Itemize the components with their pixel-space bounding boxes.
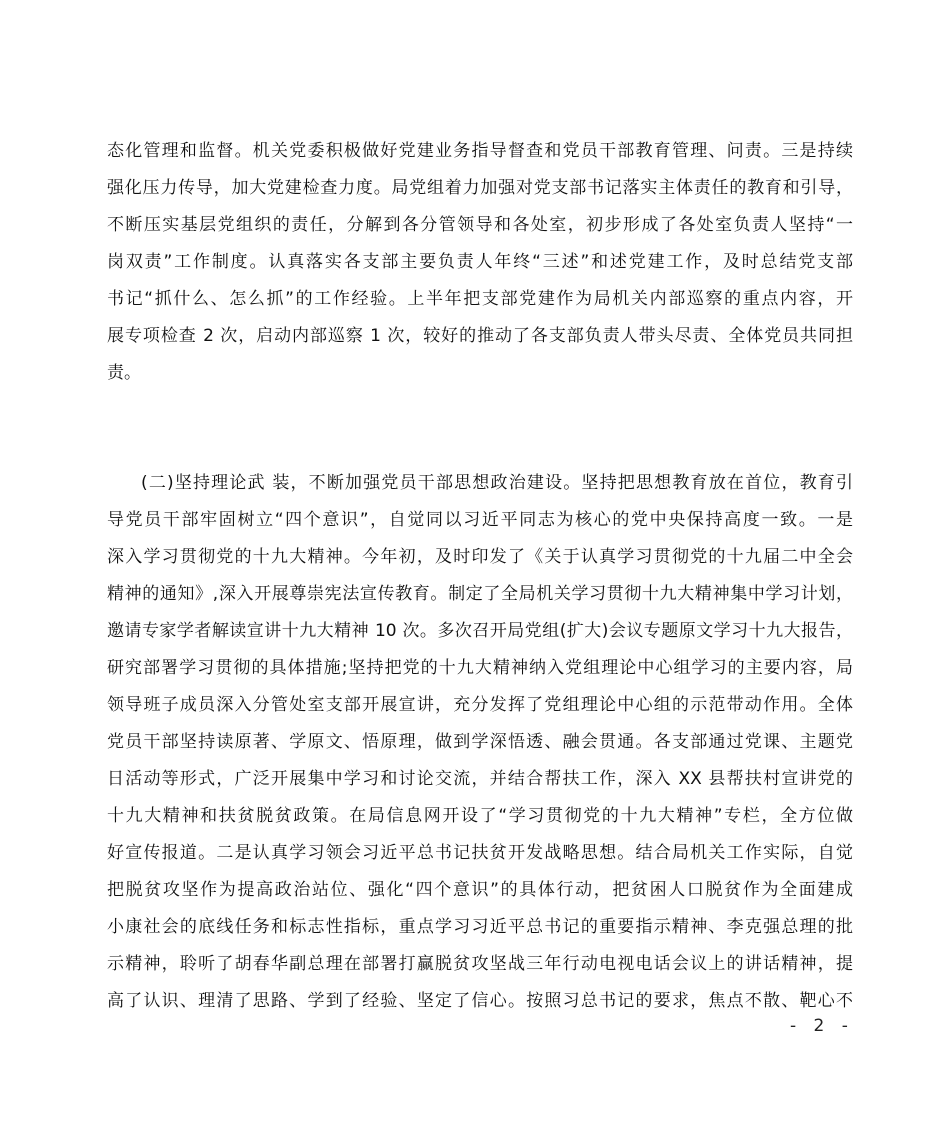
paragraph-theory-study xyxy=(107,465,853,1020)
paragraph-line: 把脱贫攻坚作为提高政治站位、强化“四个意识”的具体行动，把贫困人口脱贫作为全面建成 xyxy=(107,880,853,900)
paragraph-line: 展专项检查 2 次，启动内部巡察 1 次，较好的推动了各支部负责人带头尽责、全体党员共同担 xyxy=(107,326,853,346)
paragraph-line: 书记“抓什么、怎么抓”的工作经验。上半年把支部党建作为局机关内部巡察的重点内容，开 xyxy=(107,289,853,309)
paragraph-line: 党员干部坚持读原著、学原文、悟原理，做到学深悟透、融会贯通。各支部通过党课、主题党 xyxy=(107,732,853,752)
paragraph-line: 态化管理和监督。机关党委积极做好党建业务指导督查和党员干部教育管理、问责。三是持续 xyxy=(107,141,853,161)
paragraph-line: 好宣传报道。二是认真学习领会习近平总书记扶贫开发战略思想。结合局机关工作实际，自觉 xyxy=(107,843,853,863)
paragraph-line: 导党员干部牢固树立“四个意识”，自觉同以习近平同志为核心的党中央保持高度一致。一是 xyxy=(107,510,853,530)
paragraph-line: 强化压力传导，加大党建检查力度。局党组着力加强对党支部书记落实主体责任的教育和引导， xyxy=(107,178,853,198)
paragraph-line: 岗双责”工作制度。认真落实各支部主要负责人年终“三述”和述党建工作，及时总结党支部 xyxy=(107,252,853,272)
paragraph-line: 研究部署学习贯彻的具体措施;坚持把党的十九大精神纳入党组理论中心组学习的主要内容，局 xyxy=(107,658,853,678)
paragraph-line: 十九大精神和扶贫脱贫政策。在局信息网开设了“学习贯彻党的十九大精神”专栏，全方位做 xyxy=(107,806,853,826)
paragraph-first-line: (二)坚持理论武 装，不断加强党员干部思想政治建设。坚持把思想教育放在首位，教育引 xyxy=(141,473,853,493)
paragraph-line: 邀请专家学者解读宣讲十九大精神 10 次。多次召开局党组(扩大)会议专题原文学习十九大报告， xyxy=(107,621,853,641)
paragraph-line: 小康社会的底线任务和标志性指标，重点学习习近平总书记的重要指示精神、李克强总理的批 xyxy=(107,917,853,937)
page-number: - 2 - xyxy=(790,1016,854,1036)
paragraph-party-building-responsibility xyxy=(107,133,853,392)
paragraph-line: 日活动等形式，广泛开展集中学习和讨论交流，并结合帮扶工作，深入 XX 县帮扶村宣讲党的 xyxy=(107,769,853,789)
paragraph-line: 深入学习贯彻党的十九大精神。今年初，及时印发了《关于认真学习贯彻党的十九届二中全会 xyxy=(107,547,853,567)
paragraph-line: 示精神，聆听了胡春华副总理在部署打赢脱贫攻坚战三年行动电视电话会议上的讲话精神，提 xyxy=(107,954,853,974)
paragraph-line: 不断压实基层党组织的责任，分解到各分管领导和各处室，初步形成了各处室负责人坚持“一 xyxy=(107,215,853,235)
paragraph-line: 责。 xyxy=(107,363,141,383)
paragraph-line: 领导班子成员深入分管处室支部开展宣讲，充分发挥了党组理论中心组的示范带动作用。全体 xyxy=(107,695,853,715)
paragraph-line: 精神的通知》,深入开展尊崇宪法宣传教育。制定了全局机关学习贯彻十九大精神集中学习计划， xyxy=(107,584,853,604)
paragraph-line: 高了认识、理清了思路、学到了经验、坚定了信心。按照习总书记的要求，焦点不散、靶心不 xyxy=(107,991,853,1011)
